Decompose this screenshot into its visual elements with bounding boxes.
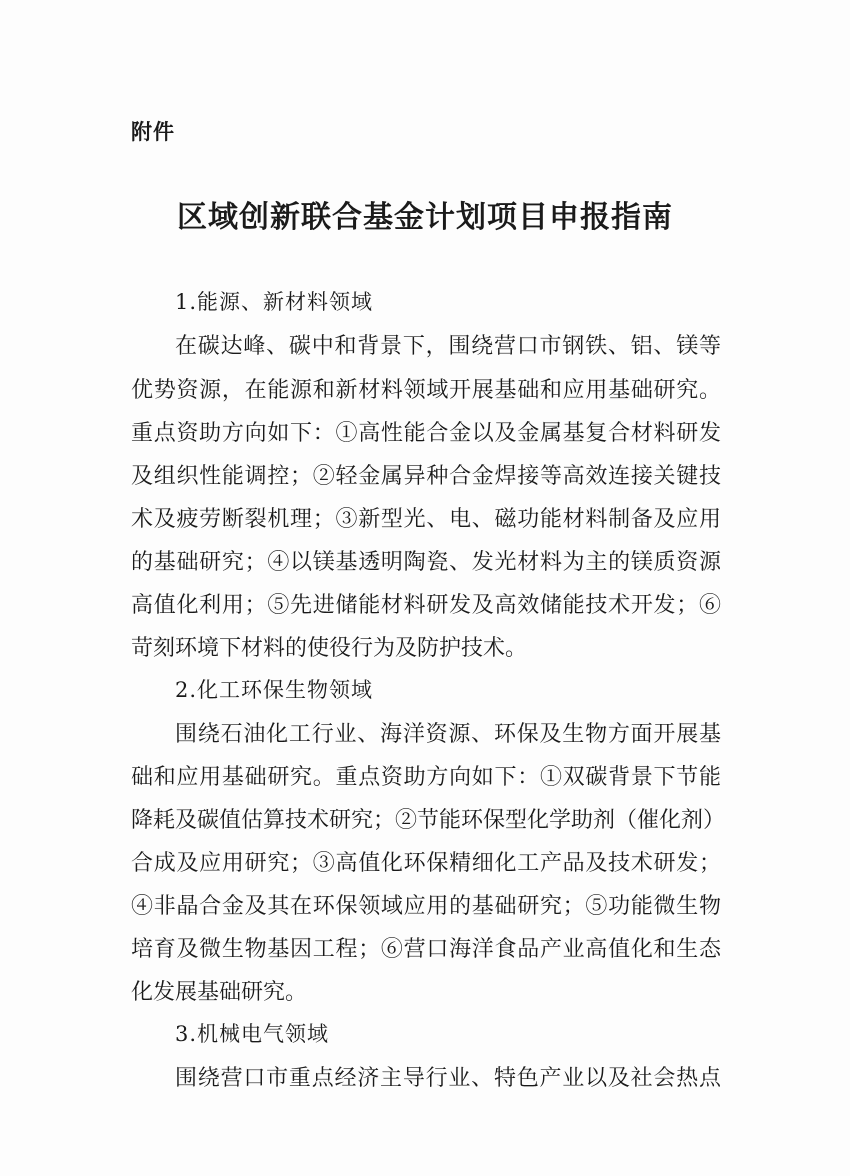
section-heading: 3.机械电气领域 [175, 1022, 330, 1046]
page-title: 区域创新联合基金计划项目申报指南 [177, 200, 673, 235]
paragraph-line: 在碳达峰、碳中和背景下，围绕营口市钢铁、铝、镁等 [175, 334, 721, 359]
paragraph-line: 围绕石油化工行业、海洋资源、环保及生物方面开展基 [175, 722, 721, 747]
paragraph-line: 高值化利用；⑤先进储能材料研发及高效储能技术开发；⑥ [131, 593, 721, 618]
paragraph-line: 重点资助方向如下：①高性能合金以及金属基复合材料研发 [131, 421, 721, 446]
paragraph-line: ④非晶合金及其在环保领域应用的基础研究；⑤功能微生物 [131, 894, 721, 919]
paragraph-line: 化发展基础研究。 [131, 980, 308, 1005]
paragraph-line: 降耗及碳值估算技术研究；②节能环保型化学助剂（催化剂） [131, 808, 726, 833]
section-heading: 2.化工环保生物领域 [175, 678, 374, 702]
attachment-label: 附件 [131, 120, 175, 144]
paragraph-line: 的基础研究；④以镁基透明陶瓷、发光材料为主的镁质资源 [131, 550, 721, 575]
paragraph-line: 合成及应用研究；③高值化环保精细化工产品及技术研发； [131, 851, 721, 876]
paragraph-line: 培育及微生物基因工程；⑥营口海洋食品产业高值化和生态 [131, 937, 721, 962]
paragraph-line: 围绕营口市重点经济主导行业、特色产业以及社会热点 [175, 1066, 721, 1091]
paragraph-line: 础和应用基础研究。重点资助方向如下：①双碳背景下节能 [131, 765, 721, 790]
paragraph-line: 优势资源，在能源和新材料领域开展基础和应用基础研究。 [131, 378, 721, 403]
paragraph-line: 苛刻环境下材料的使役行为及防护技术。 [131, 636, 528, 661]
paragraph-line: 术及疲劳断裂机理；③新型光、电、磁功能材料制备及应用 [131, 507, 721, 532]
section-heading: 1.能源、新材料领域 [175, 290, 374, 314]
paragraph-line: 及组织性能调控；②轻金属异种合金焊接等高效连接关键技 [131, 464, 721, 489]
